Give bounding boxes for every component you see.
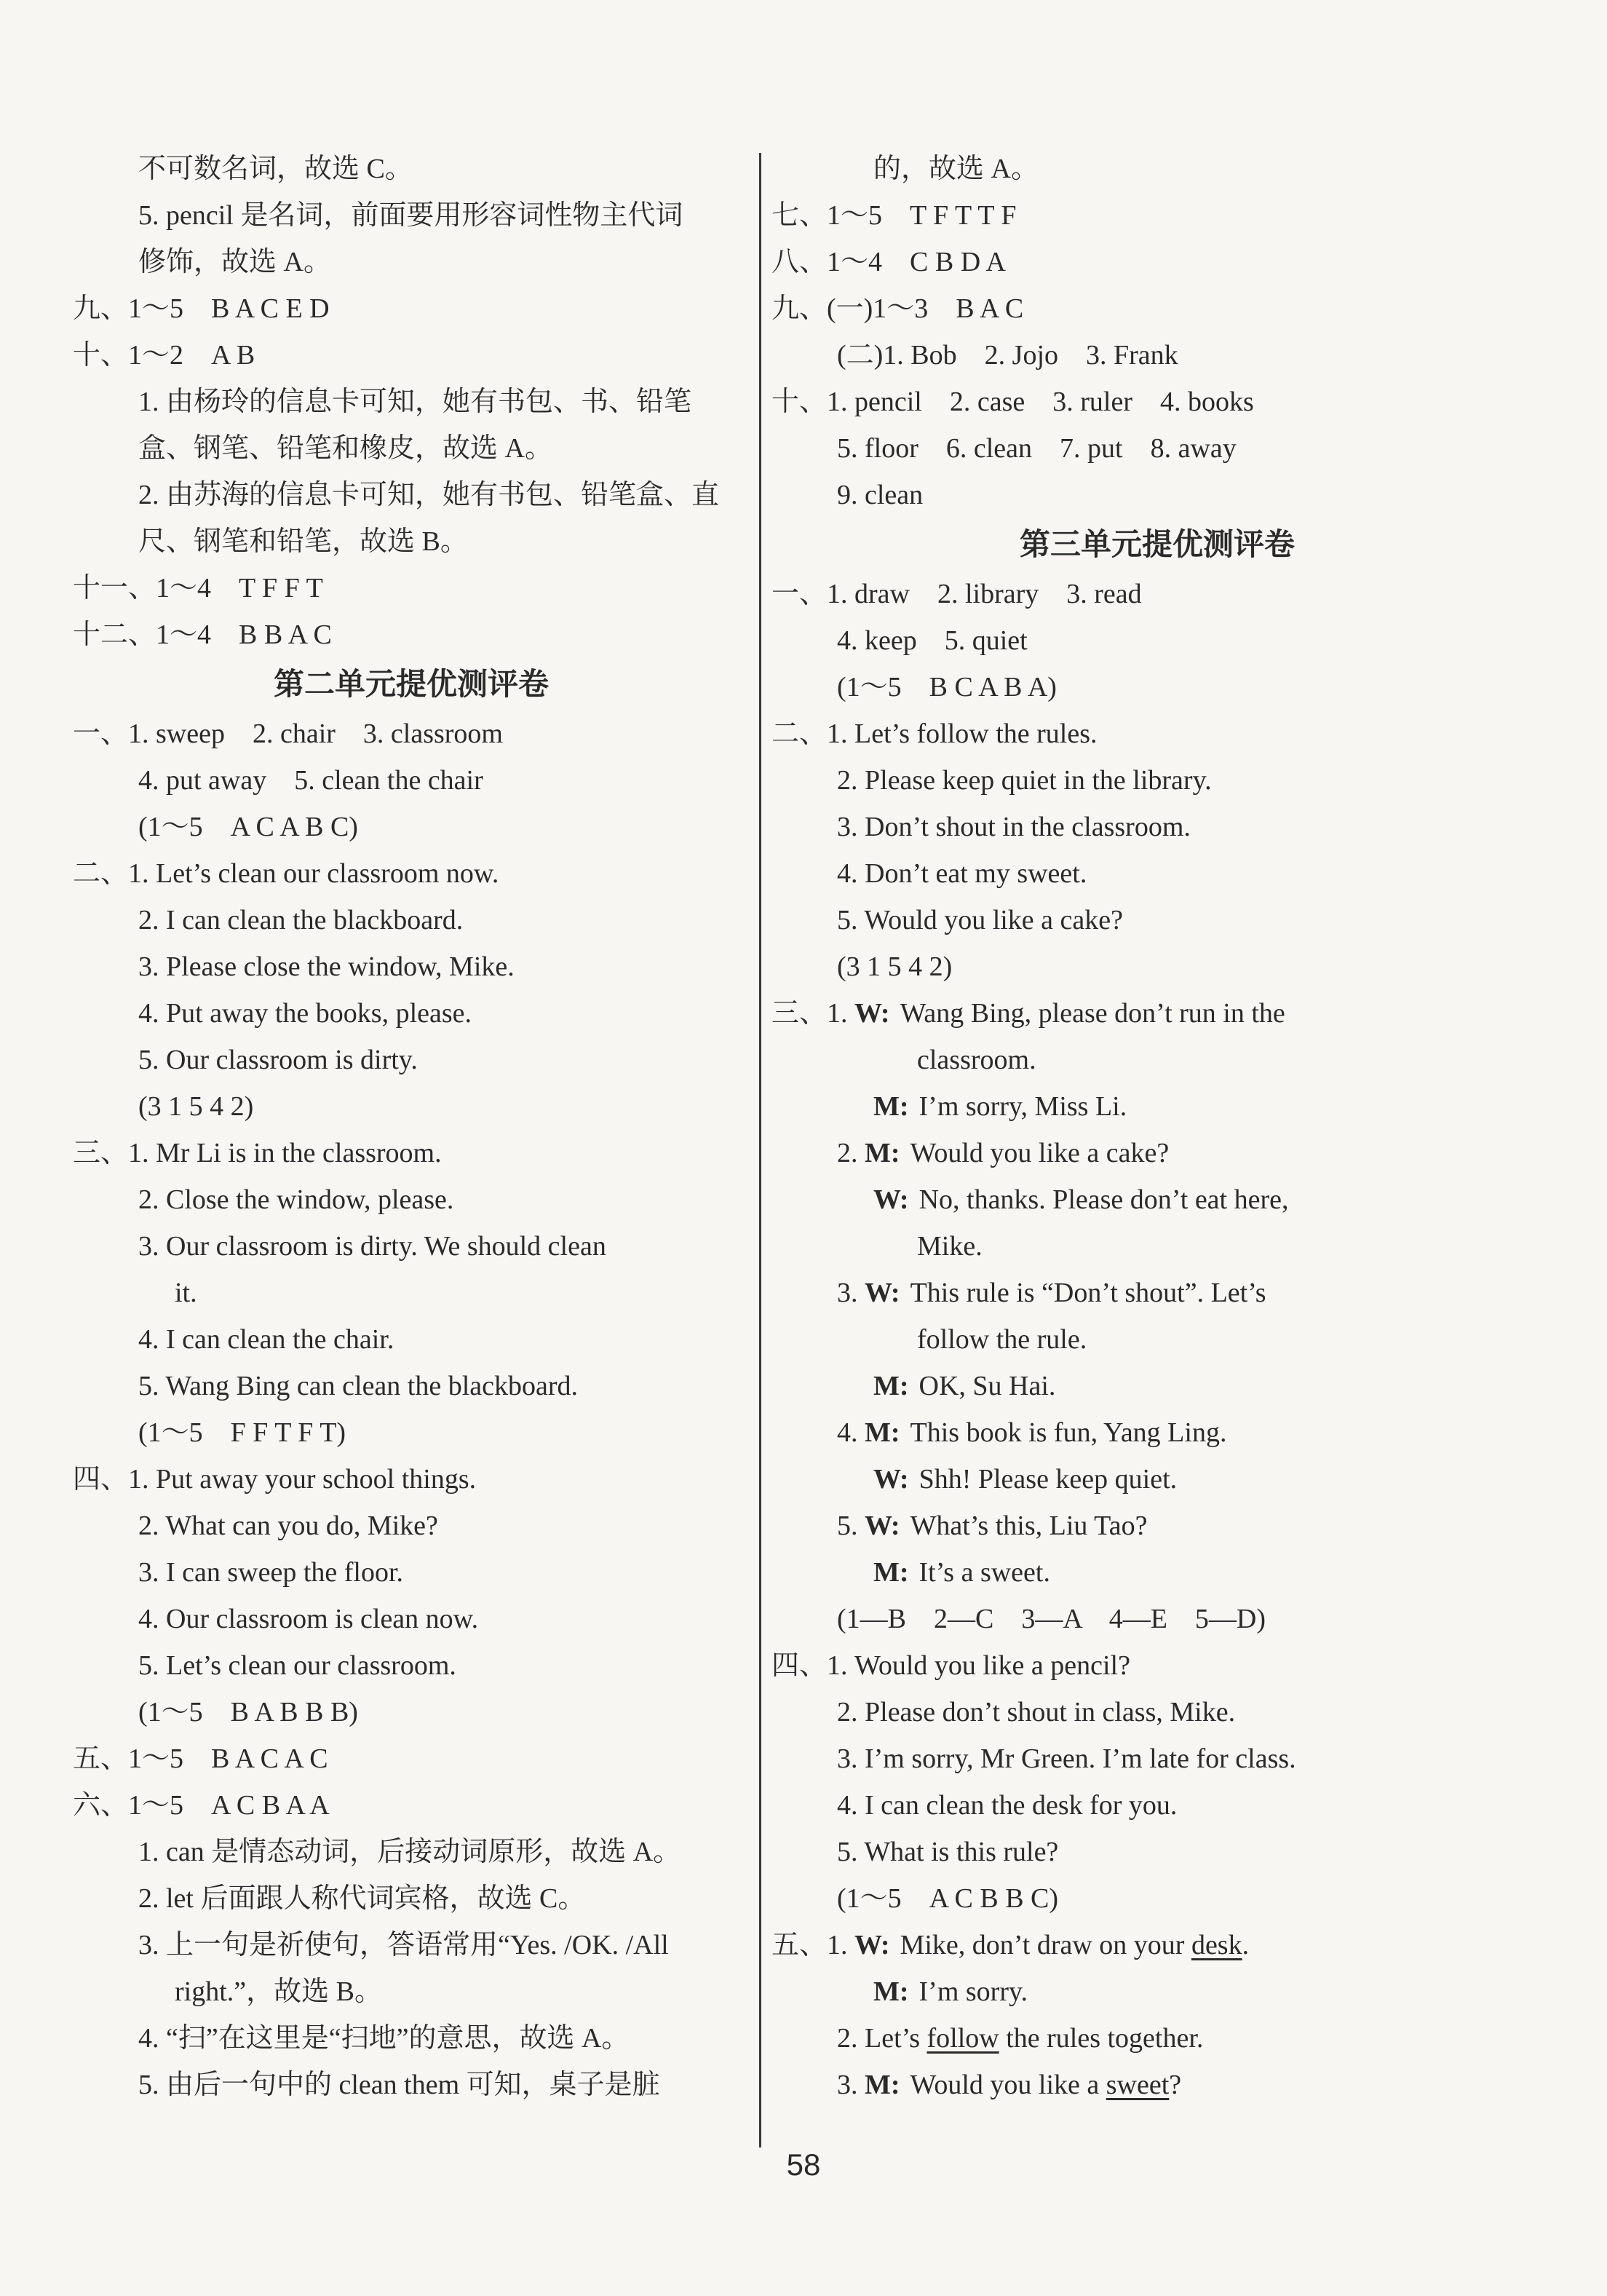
underlined-answer: desk: [1191, 1930, 1242, 1960]
answer-line: 1. can 是情态动词，后接动词原形，故选 A。: [138, 1837, 681, 1867]
answer-line: 2. Close the window, please.: [138, 1184, 454, 1215]
speaker-label: M:: [873, 1091, 909, 1122]
section-title: 第二单元提优测评卷: [273, 666, 549, 702]
answer-line: 九、(一)1～3 B A C: [771, 293, 1024, 324]
answer-line: 七、1～5 T F T T F: [771, 200, 1017, 231]
answer-line: 三、1. Mr Li is in the classroom.: [73, 1138, 442, 1168]
item-number: 4.: [837, 1417, 865, 1448]
answer-line: 尺、钢笔和铅笔，故选 B。: [138, 526, 468, 557]
answer-line: 3. I’m sorry, Mr Green. I’m late for class.: [837, 1743, 1296, 1774]
speaker-label: M:: [873, 1976, 909, 2007]
speaker-label: M:: [865, 1138, 900, 1168]
right-column: [771, 146, 1543, 2108]
dialogue-line: [771, 1549, 1543, 1596]
left-column: [73, 146, 750, 2108]
item-number: 2.: [837, 1138, 865, 1168]
dialogue-line: [771, 1503, 1543, 1549]
answer-line: 十一、1～4 T F F T: [73, 573, 323, 603]
answer-line: 5. Let’s clean our classroom.: [138, 1650, 456, 1681]
answer-line: 不可数名词，故选 C。: [138, 154, 413, 184]
answer-line: (1—B 2—C 3—A 4—E 5—D): [837, 1604, 1266, 1634]
answer-line: 二、1. Let’s clean our classroom now.: [73, 858, 499, 889]
answer-line: 五、1～5 B A C A C: [73, 1743, 328, 1774]
answer-line: 4. I can clean the chair.: [138, 1324, 394, 1355]
speaker-label: W:: [854, 998, 890, 1029]
item-number: 五、1.: [771, 1930, 855, 1960]
answer-line: 盒、钢笔、铅笔和橡皮，故选 A。: [138, 433, 552, 464]
speaker-label: M:: [865, 1417, 900, 1448]
item-number: 5.: [837, 1511, 865, 1541]
dialogue-line: follow the rule.: [917, 1324, 1087, 1355]
speaker-label: W:: [865, 1278, 900, 1308]
answer-line: 一、1. sweep 2. chair 3. classroom: [73, 719, 503, 749]
dialogue-line: [771, 1270, 1543, 1316]
answer-line: 2. Please keep quiet in the library.: [837, 765, 1212, 796]
answer-line: 3. 上一句是祈使句，答语常用“Yes. /OK. /All: [138, 1930, 669, 1960]
dialogue-text: I’m sorry, Miss Li.: [918, 1091, 1127, 1122]
punctuation: .: [1242, 1930, 1250, 1960]
answer-line: 3. Our classroom is dirty. We should clean: [138, 1231, 606, 1262]
dialogue-line: Mike.: [917, 1231, 983, 1262]
answer-line: 2. I can clean the blackboard.: [138, 905, 464, 935]
dialogue-text: Wang Bing, please don’t run in the: [900, 998, 1285, 1029]
answer-line: 十、1. pencil 2. case 3. ruler 4. books: [771, 387, 1254, 417]
dialogue-text: This book is fun, Yang Ling.: [910, 1417, 1227, 1448]
answer-line: 修饰，故选 A。: [138, 247, 331, 277]
answer-line: (3 1 5 4 2): [837, 951, 953, 982]
answer-line: (1～5 B C A B A): [837, 672, 1057, 702]
speaker-label: W:: [873, 1464, 909, 1495]
underlined-answer: follow: [926, 2023, 999, 2054]
answer-line: 5. Would you like a cake?: [837, 905, 1124, 935]
answer-line: 六、1～5 A C B A A: [73, 1790, 330, 1821]
answer-line: 二、1. Let’s follow the rules.: [771, 719, 1098, 749]
answer-line: 5. Wang Bing can clean the blackboard.: [138, 1371, 579, 1401]
answer-line: 2. Please don’t shout in class, Mike.: [837, 1697, 1236, 1727]
speaker-label: W:: [865, 1511, 900, 1541]
dialogue-line: [771, 1176, 1543, 1223]
answer-line: (1～5 B A B B B): [138, 1697, 358, 1727]
answer-line: 四、1. Would you like a pencil?: [771, 1650, 1130, 1681]
answer-line: 4. keep 5. quiet: [837, 625, 1028, 656]
dialogue-line: [771, 1130, 1543, 1176]
punctuation: ?: [1169, 2070, 1182, 2100]
speaker-label: M:: [873, 1371, 909, 1401]
dialogue-line: classroom.: [917, 1045, 1036, 1075]
dialogue-line: [771, 1922, 1543, 1968]
answer-line: 2. 由苏海的信息卡可知，她有书包、铅笔盒、直: [138, 480, 720, 510]
dialogue-line: [771, 990, 1543, 1037]
dialogue-text: It’s a sweet.: [918, 1557, 1050, 1588]
answer-line: right.”，故选 B。: [175, 1976, 382, 2007]
dialogue-text: No, thanks. Please don’t eat here,: [918, 1184, 1289, 1215]
dialogue-text: Would you like a cake?: [910, 1138, 1170, 1168]
speaker-label: M:: [865, 2070, 900, 2100]
answer-line: (二)1. Bob 2. Jojo 3. Frank: [837, 340, 1178, 371]
answer-line: 一、1. draw 2. library 3. read: [771, 579, 1142, 609]
answer-line: 2. let 后面跟人称代词宾格，故选 C。: [138, 1883, 586, 1914]
answer-line: it.: [175, 1278, 197, 1308]
section-title: 第三单元提优测评卷: [1019, 526, 1295, 562]
dialogue-text: What’s this, Liu Tao?: [910, 1511, 1148, 1541]
dialogue-text: Would you like a: [910, 2070, 1106, 2100]
answer-line: 3. Don’t shout in the classroom.: [837, 812, 1191, 842]
item-number: 三、1.: [771, 998, 855, 1029]
answer-line: 4. Don’t eat my sweet.: [837, 858, 1087, 889]
answer-line: 4. Our classroom is clean now.: [138, 1604, 479, 1634]
answer-line: (3 1 5 4 2): [138, 1091, 254, 1122]
dialogue-text: This rule is “Don’t shout”. Let’s: [910, 1278, 1266, 1308]
dialogue-line: [771, 2062, 1543, 2108]
item-number: 3.: [837, 1278, 865, 1308]
dialogue-line: [771, 1456, 1543, 1503]
dialogue-line: [771, 1409, 1543, 1456]
answer-line: 5. pencil 是名词，前面要用形容词性物主代词: [138, 200, 683, 231]
answer-line: (1～5 F F T F T): [138, 1417, 346, 1448]
answer-line: 3. I can sweep the floor.: [138, 1557, 404, 1588]
answer-line: 十、1～2 A B: [73, 340, 255, 371]
dialogue-text: I’m sorry.: [918, 1976, 1028, 2007]
answer-line: (1～5 A C A B C): [138, 812, 358, 842]
answer-line: 4. put away 5. clean the chair: [138, 765, 483, 796]
answer-line: 4. Put away the books, please.: [138, 998, 472, 1029]
answer-line: 9. clean: [837, 480, 924, 510]
dialogue-text: the rules together.: [999, 2023, 1204, 2054]
answer-line: 九、1～5 B A C E D: [73, 293, 330, 324]
page-number: 58: [786, 2147, 821, 2182]
answer-line: 的，故选 A。: [873, 154, 1039, 184]
dialogue-text: 2. Let’s: [837, 2023, 927, 2054]
answer-line: 5. floor 6. clean 7. put 8. away: [837, 433, 1237, 464]
dialogue-text: Mike, don’t draw on your: [900, 1930, 1191, 1960]
answer-line: 十二、1～4 B B A C: [73, 619, 332, 650]
dialogue-line: [771, 1968, 1543, 2015]
dialogue-line: [771, 2015, 1543, 2062]
answer-line: 4. I can clean the desk for you.: [837, 1790, 1178, 1821]
answer-line: 3. Please close the window, Mike.: [138, 951, 515, 982]
dialogue-line: [771, 1363, 1543, 1409]
speaker-label: W:: [854, 1930, 890, 1960]
dialogue-text: OK, Su Hai.: [918, 1371, 1056, 1401]
answer-line: 四、1. Put away your school things.: [73, 1464, 477, 1495]
answer-line: (1～5 A C B B C): [837, 1883, 1059, 1914]
speaker-label: W:: [873, 1184, 909, 1215]
answer-line: 2. What can you do, Mike?: [138, 1511, 438, 1541]
answer-line: 5. What is this rule?: [837, 1837, 1059, 1867]
answer-line: 5. 由后一句中的 clean them 可知，桌子是脏: [138, 2070, 660, 2100]
column-divider: [759, 153, 761, 2147]
item-number: 3.: [837, 2070, 865, 2100]
answer-line: 八、1～4 C B D A: [771, 247, 1006, 277]
answer-line: 4. “扫”在这里是“扫地”的意思，故选 A。: [138, 2023, 630, 2054]
answer-line: 1. 由杨玲的信息卡可知，她有书包、书、铅笔: [138, 387, 692, 417]
dialogue-line: [771, 1083, 1543, 1130]
dialogue-text: Shh! Please keep quiet.: [918, 1464, 1178, 1495]
underlined-answer: sweet: [1106, 2070, 1170, 2100]
answer-line: 5. Our classroom is dirty.: [138, 1045, 418, 1075]
speaker-label: M:: [873, 1557, 909, 1588]
